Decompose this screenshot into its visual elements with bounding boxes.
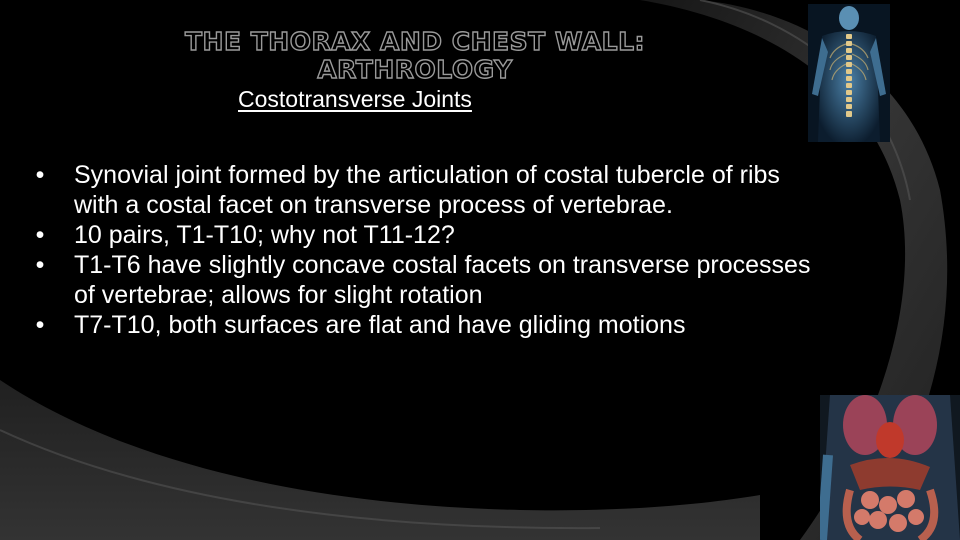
bullet-text: Synovial joint formed by the articulation of costal tubercle of ribs with a costal facet on transverse process of vertebrae.: [74, 161, 780, 219]
bullet-item: [30, 220, 820, 250]
spine-figure-image: [808, 4, 890, 142]
bullet-item: [30, 160, 820, 220]
bullet-dot-icon: •: [35, 311, 45, 339]
bullet-text: T1-T6 have slightly concave costal facets on transverse processes of vertebrae; allows for slight rotation: [74, 251, 811, 309]
bullet-list: [30, 160, 820, 340]
organs-figure-image: [820, 395, 960, 540]
bullet-dot-icon: •: [35, 251, 45, 279]
slide-subtitle: Costotransverse Joints: [238, 86, 472, 112]
bullet-text: 10 pairs, T1-T10; why not T11-12?: [74, 221, 455, 249]
bullet-dot-icon: •: [35, 161, 45, 189]
bullet-text: T7-T10, both surfaces are flat and have gliding motions: [74, 311, 686, 339]
bullet-dot-icon: •: [35, 221, 45, 249]
bullet-item: [30, 250, 820, 310]
slide-title: THE THORAX AND CHEST WALL: ARTHROLOGY: [184, 27, 646, 84]
bullet-item: [30, 310, 820, 340]
